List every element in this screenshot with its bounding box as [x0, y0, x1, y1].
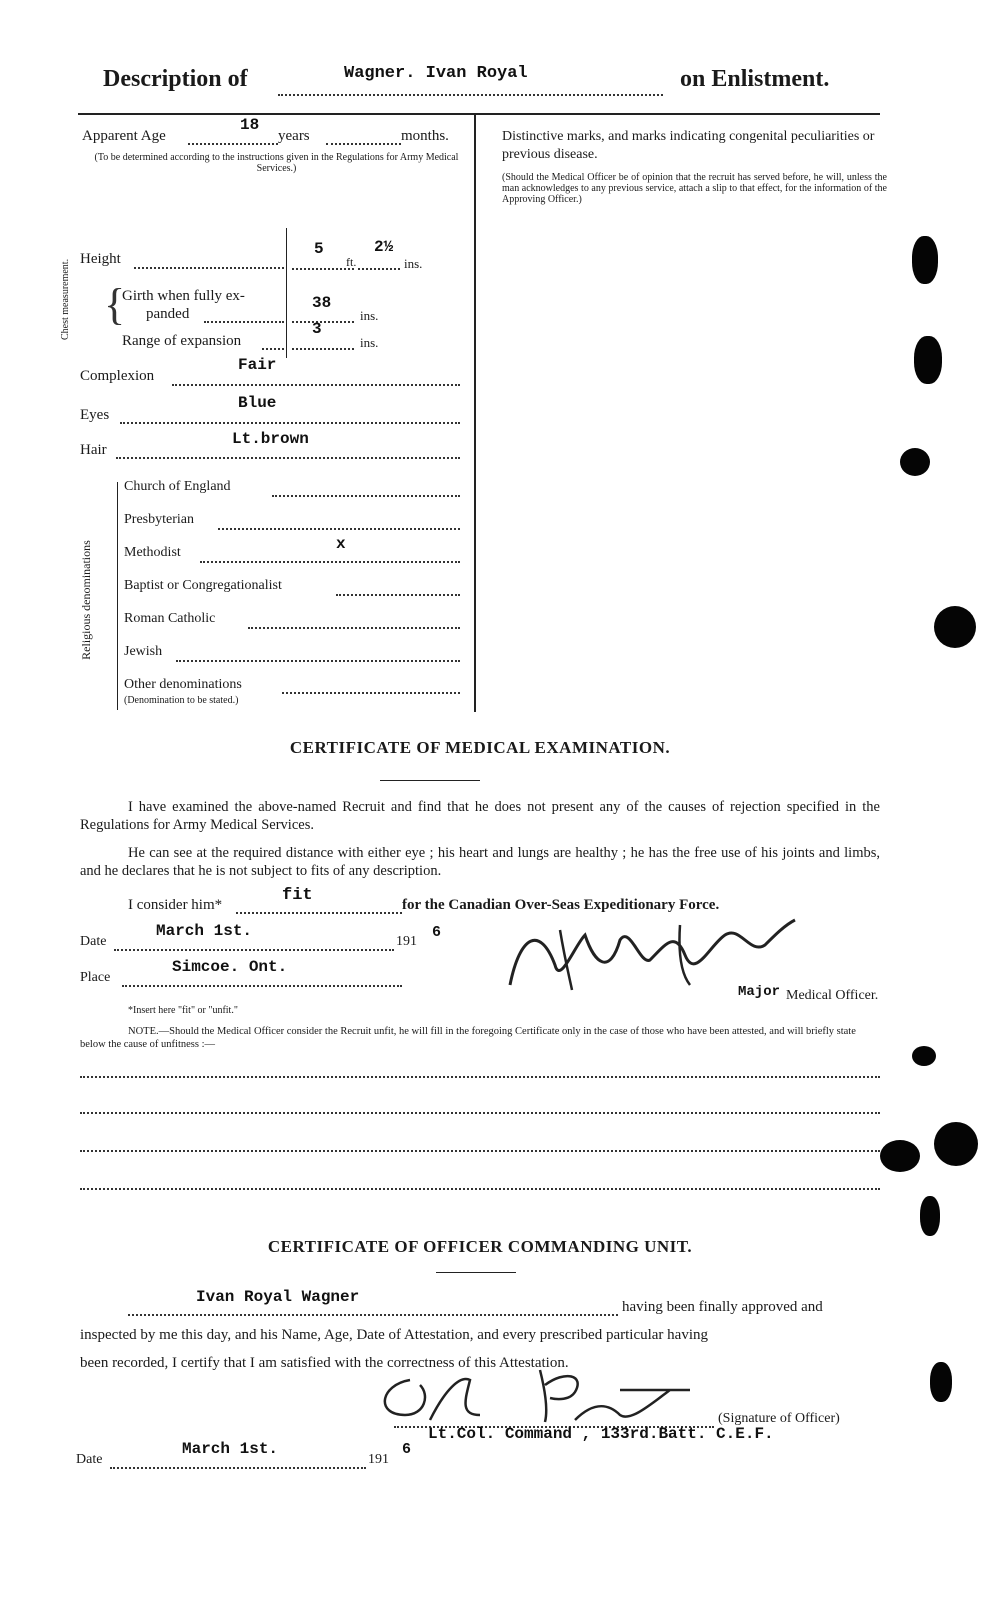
- recruit-name-value: Ivan Royal Wagner: [196, 1288, 360, 1306]
- religion-bracket: [117, 482, 118, 710]
- complexion-value: Fair: [238, 356, 277, 374]
- ins-label: ins.: [404, 256, 423, 271]
- commanding-date-value: March 1st.: [182, 1440, 279, 1458]
- consider-line: [236, 912, 402, 914]
- range-value-line: [292, 348, 354, 350]
- religion-line: [336, 594, 460, 596]
- hair-value: Lt.brown: [232, 430, 309, 448]
- punch-hole: [900, 448, 930, 476]
- punch-hole: [912, 236, 938, 284]
- commanding-date-line: [110, 1467, 366, 1469]
- place-value: Simcoe. Ont.: [172, 958, 288, 976]
- religion-mark: x: [336, 535, 346, 553]
- medical-year-prefix: 191: [396, 934, 417, 949]
- age-years-value: 18: [240, 116, 260, 134]
- range-leader: [262, 348, 284, 350]
- commanding-title: CERTIFICATE OF OFFICER COMMANDING UNIT.: [267, 1237, 693, 1256]
- months-label: months.: [401, 128, 449, 144]
- religion-item: Jewish: [124, 644, 163, 659]
- religion-item: Baptist or Congregationalist: [124, 578, 282, 593]
- range-unit: ins.: [360, 335, 379, 350]
- height-ft-value: 5: [314, 240, 324, 258]
- punch-hole: [934, 606, 976, 648]
- religion-label: Religious denominations: [79, 540, 93, 660]
- commanding-officer-signature: [370, 1360, 700, 1430]
- religion-item: Presbyterian: [124, 512, 194, 527]
- hair-line: [116, 457, 460, 459]
- commanding-date-label: Date: [76, 1452, 103, 1467]
- unfit-line: [80, 1150, 880, 1152]
- eyes-line: [120, 422, 460, 424]
- age-months-line: [326, 143, 401, 145]
- religion-line: [272, 495, 460, 497]
- commanding-officer-title: Lt.Col. Command , 133rd.Batt. C.E.F.: [428, 1425, 774, 1443]
- range-label: Range of expansion: [122, 333, 242, 349]
- recruit-name-line: [128, 1314, 618, 1316]
- medical-title-rule: [380, 780, 480, 781]
- medical-year-digit: 6: [432, 924, 442, 941]
- commanding-line-3: been recorded, I certify that I am satisfied with the correctness of this Attestation.: [80, 1355, 569, 1371]
- medical-date-value: March 1st.: [156, 922, 253, 940]
- header-label-prefix: Description of: [103, 66, 248, 92]
- chest-label: Chest measurement.: [60, 258, 71, 340]
- religion-line: [200, 561, 460, 563]
- medical-date-line: [114, 949, 394, 951]
- unfit-note: NOTE.—Should the Medical Officer consider the Recruit unfit, he will fill in the foregoing Certificate only in the case of those who have been attested, and will briefly state below the cause of unfitness :—: [80, 1026, 856, 1050]
- column-divider: [474, 115, 476, 712]
- insert-note: *Insert here "fit" or "unfit.": [128, 1005, 238, 1016]
- place-label: Place: [80, 970, 111, 985]
- girth-value: 38: [312, 294, 332, 312]
- chest-brace: {: [104, 280, 126, 329]
- religion-line: [176, 660, 460, 662]
- eyes-value: Blue: [238, 394, 277, 412]
- commanding-line-2: inspected by me this day, and his Name, Age, Date of Attestation, and every prescribed particular having: [80, 1327, 709, 1343]
- medical-para-1: I have examined the above-named Recruit and find that he does not present any of the causes of rejection specified in the Regulations for Army Medical Services.: [80, 799, 880, 833]
- measure-divider: [286, 228, 287, 358]
- ft-label: ft.: [346, 255, 357, 269]
- girth-unit: ins.: [360, 308, 379, 323]
- medical-officer-rank: Major: [738, 984, 781, 1000]
- apparent-age-label: Apparent Age: [82, 128, 166, 144]
- consider-label: I consider him*: [128, 897, 223, 913]
- unfit-line: [80, 1188, 880, 1190]
- hair-label: Hair: [80, 442, 107, 458]
- marks-title: Distinctive marks, and marks indicating congenital peculiarities or previous disease.: [502, 129, 875, 162]
- medical-date-label: Date: [80, 934, 107, 949]
- complexion-line: [172, 384, 460, 386]
- header-label-suffix: on Enlistment.: [680, 66, 830, 92]
- consider-value: fit: [282, 886, 313, 905]
- unfit-line: [80, 1076, 880, 1078]
- punch-hole: [912, 1046, 936, 1066]
- religion-item: Roman Catholic: [124, 611, 216, 626]
- years-label: years: [278, 128, 310, 144]
- punch-hole: [880, 1140, 920, 1172]
- complexion-label: Complexion: [80, 368, 155, 384]
- medical-officer-label: Medical Officer.: [786, 988, 879, 1003]
- age-note: (To be determined according to the instructions given in the Regulations for Army Medical Services.): [94, 152, 459, 174]
- punch-hole: [934, 1122, 978, 1166]
- medical-para-2: He can see at the required distance with either eye ; his heart and lungs are healthy ; he has the free use of his joints and limbs, and he declares that he is not subject to fits of any description.: [80, 845, 880, 879]
- punch-hole: [920, 1196, 940, 1236]
- height-in-value: 2½: [374, 238, 394, 256]
- height-in-line: [358, 268, 400, 270]
- signature-label: (Signature of Officer): [718, 1411, 840, 1426]
- commanding-year-digit: 6: [402, 1441, 412, 1458]
- medical-title: CERTIFICATE OF MEDICAL EXAMINATION.: [289, 738, 671, 757]
- header-name-value: Wagner. Ivan Royal: [344, 64, 528, 83]
- marks-note: (Should the Medical Officer be of opinion that the recruit has served before, he will, unless the man acknowledges to any previous service, attach a slip to that effect, for the information of the Approving Officer.): [502, 172, 887, 205]
- religion-line: [248, 627, 460, 629]
- unfit-line: [80, 1112, 880, 1114]
- commanding-year-prefix: 191: [368, 1452, 389, 1467]
- height-label: Height: [80, 251, 121, 267]
- girth-leader: [204, 321, 284, 323]
- age-years-line: [188, 143, 278, 145]
- religion-item: Other denominations: [124, 677, 242, 692]
- height-leader: [134, 267, 284, 269]
- punch-hole: [914, 336, 942, 384]
- girth-label-1: Girth when fully ex-: [122, 288, 245, 304]
- height-ft-line: [292, 268, 354, 270]
- commanding-title-rule: [436, 1272, 516, 1273]
- religion-line: [282, 692, 460, 694]
- commanding-line-1: having been finally approved and: [622, 1299, 823, 1315]
- eyes-label: Eyes: [80, 407, 110, 423]
- religion-line: [218, 528, 460, 530]
- force-label: for the Canadian Over-Seas Expeditionary Force.: [402, 897, 720, 913]
- range-value: 3: [312, 320, 322, 338]
- girth-value-line: [292, 321, 354, 323]
- header-name-line: [278, 94, 663, 96]
- denomination-note: (Denomination to be stated.): [124, 695, 239, 706]
- place-line: [122, 985, 402, 987]
- religion-item: Church of England: [124, 479, 231, 494]
- punch-hole: [930, 1362, 952, 1402]
- top-rule: [78, 113, 880, 115]
- religion-item: Methodist: [124, 545, 181, 560]
- girth-label-2: panded: [146, 306, 190, 322]
